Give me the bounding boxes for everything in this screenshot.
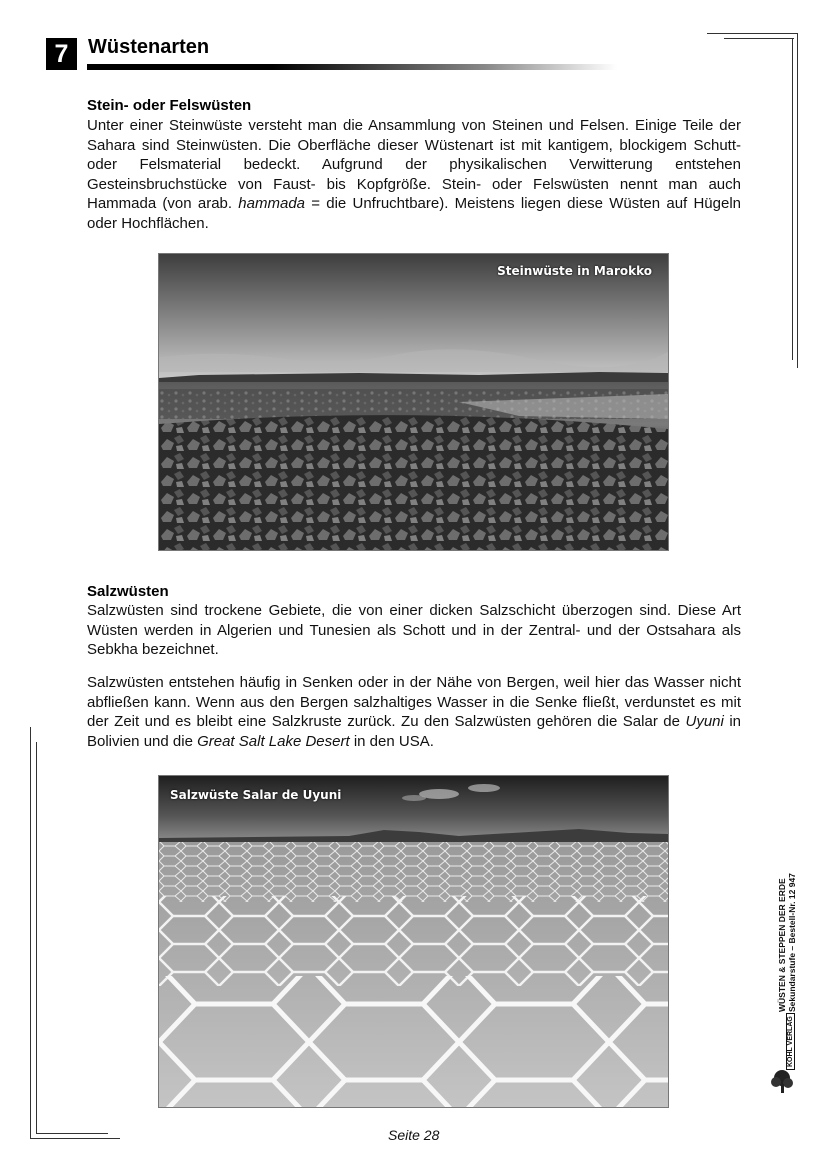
frame-line-right-outer (797, 33, 798, 368)
paragraph-italic-term: hammada (238, 195, 305, 212)
frame-line-right-inner (792, 38, 793, 360)
photo-salzwueste (158, 775, 669, 1108)
frame-line-top-outer (707, 33, 798, 34)
salt-flat-image (159, 776, 668, 1107)
paragraph-text: Unter einer Steinwüste versteht man die Ansammlung von Steinen und Felsen. Einige Teile der Sahara sind Steinwüsten. Die Oberfläche dieser Wüstenart ist mit kantigem, blockigem Schutt- oder Felsmaterial bedeckt. Aufgrund der physikalischen Verwitterung entstehen Gesteinsbruchstücke von Faust- bis Kopfgröße. Stein- oder Felswüsten nennt man auch Hammada (von arab. (87, 117, 741, 212)
frame-line-bottom-outer (30, 1138, 120, 1139)
paragraph-text: Salzwüsten entstehen häufig in Senken oder in der Nähe von Bergen, weil hier das Wasser nicht abfließen kann. Wenn aus den Bergen salzhaltiges Wasser in die Senke fließt, verdunstet es mit der Zeit und es bleibt eine Salzkruste zurück. Zu den Salzwüsten gehören die Salar de (87, 674, 741, 730)
paragraph-salzwueste-2 (87, 673, 741, 751)
page-title: Wüstenarten (88, 36, 210, 58)
stone-desert-image (159, 254, 668, 550)
photo-steinwueste (158, 253, 669, 551)
section-heading-salzwueste: Salzwüsten (87, 583, 169, 600)
paragraph-text: in Bolivien und die (87, 713, 742, 750)
imprint-order-number: Sekundarstufe – Bestell-Nr. 12 947 (787, 873, 797, 1012)
imprint-series-title: WÜSTEN & STEPPEN DER ERDE (777, 878, 787, 1012)
chapter-number-badge: 7 (46, 38, 77, 70)
title-underline (87, 64, 617, 70)
paragraph-text: = die Unfruchtbare). Meistens liegen diese Wüsten auf Hügeln oder Hochflächen. (87, 195, 741, 232)
paragraph-italic-term: Uyuni (685, 713, 724, 730)
publisher-label: KOHL VERLAG (786, 1013, 795, 1070)
photo-caption-salzwueste: Salzwüste Salar de Uyuni (170, 788, 342, 802)
paragraph-steinwueste (87, 116, 741, 233)
frame-line-left-outer (30, 727, 31, 1139)
paragraph-italic-term: Great Salt Lake Desert (197, 732, 350, 750)
tree-logo-icon (770, 1068, 800, 1094)
publisher-logo (770, 1016, 800, 1094)
frame-line-bottom-inner (36, 1133, 108, 1134)
paragraph-salzwueste-1: Salzwüsten sind trockene Gebiete, die von einer dicken Salzschicht überzogen sind. Diese Art Wüsten werden in Algerien und Tunesien als Schott und in der Zentral- und der Ostsahara als Sebkha bezeichnet. (87, 602, 741, 658)
page-number: Seite 28 (388, 1127, 440, 1143)
section-heading-steinwueste: Stein- oder Felswüsten (87, 97, 252, 114)
frame-line-top-inner (724, 38, 794, 39)
frame-line-left-inner (36, 742, 37, 1134)
photo-caption-steinwueste: Steinwüste in Marokko (497, 264, 652, 278)
paragraph-text: in den USA. (349, 732, 434, 750)
